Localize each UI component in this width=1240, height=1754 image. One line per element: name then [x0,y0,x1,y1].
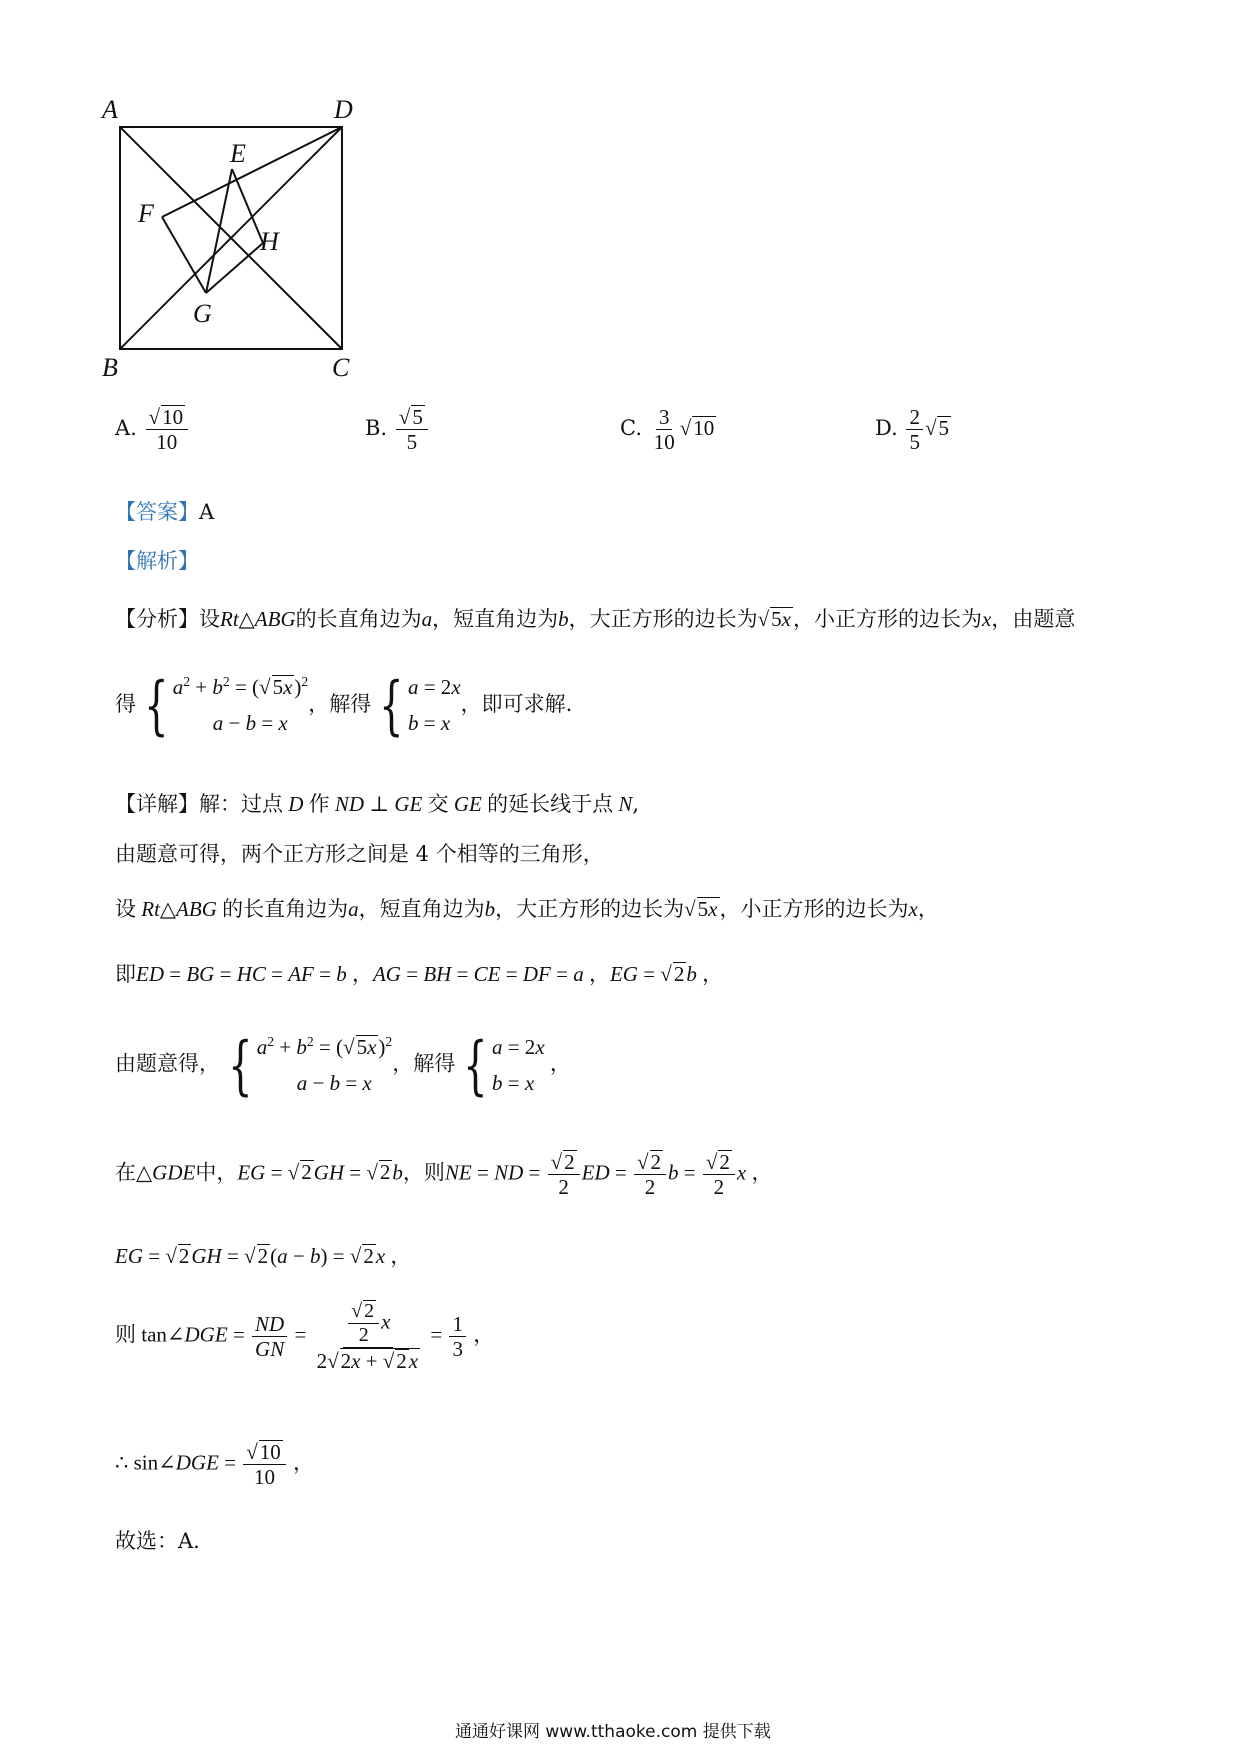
label-f: F [138,199,154,228]
label-g: G [193,299,212,328]
line-df [162,127,342,217]
detail-line1: 【详解】解：过点 D 作 ND ⊥ GE 交 GE 的延长线于点 N, [115,792,640,816]
label-h: H [260,227,279,256]
line-fg [162,217,206,293]
detail-line7: EG = √2GH = √2(a − b) = √2x ， [115,1244,412,1268]
detail-line4: 即ED = BG = HC = AF = b ，AG = BH = CE = DF = a ，EG = √2b ， [115,962,724,986]
analysis-tag: 【解析】 [115,549,199,573]
fenxi-line1: 【分析】设Rt△ABG的长直角边为a，短直角边为b，大正方形的边长为√5x，小正方形的边长为x，由题意 [115,607,1076,631]
geometry-figure [100,90,360,380]
label-c: C [332,353,350,380]
detail-line3: 设 Rt△ABG 的长直角边为a，短直角边为b，大正方形的边长为√5x，小正方形的边长为x， [115,897,939,921]
option-d: D. $\frac{2}{5}$ √5 [875,405,949,455]
detail-line10: 故选：A. [115,1529,200,1553]
detail-line6: 在△GDE中，EG = √2GH = √2b，则NE = ND = $\frac{√2}{2}$ ED = $\frac{√2}{2}$ b = $\frac{√2}{2}$ x ， [115,1150,773,1200]
detail-line8: 则 tan∠DGE = $\frac{ND}{GN}$ = $\frac{√ 2}{2}$ x 2√2x + √2x = $\frac{1}{3}$ ， [115,1300,495,1373]
label-a: A [102,95,118,124]
answer-value: A [199,500,215,524]
option-a: A. $\frac{√10}{10}$ [115,405,190,454]
detail-line5: 由题意得， { $a^2 + b^2 = (√5x)^2$ a − b = x ，解得 { a = 2x b = x ， [115,1028,571,1103]
answer-line [115,496,214,526]
option-c: C. $\frac{3}{10}$ √10 [620,405,715,455]
page-footer: 通通好课网 www.tthaoke.com 提供下载 [455,1722,771,1742]
detail-line9: ∴ sin∠DGE = $\frac{√10}{10}$ ， [115,1440,315,1490]
detail-line2: 由题意可得，两个正方形之间是 4 个相等的三角形， [115,842,604,866]
answer-tag: 【答案】 [115,500,199,524]
fenxi-line2: 得 { $a^2 + b^2 = (√5x)^2$ a − b = x ，解得 { a = 2x b = x ，即可求解. [115,668,573,743]
option-b: B. $\frac{√5}{5}$ [365,405,430,454]
label-d: D [334,95,353,124]
label-b: B [102,353,118,380]
label-e: E [230,139,246,168]
